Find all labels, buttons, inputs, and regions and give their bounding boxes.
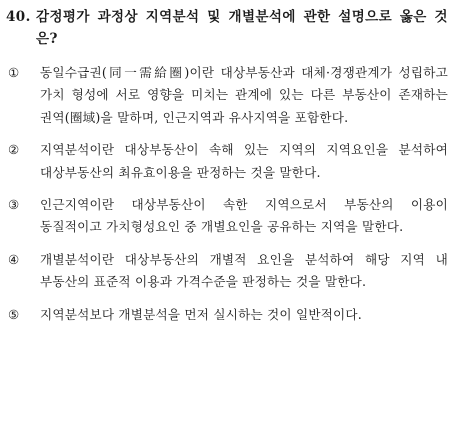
option-text: 지역분석보다 개별분석을 먼저 실시하는 것이 일반적이다. (40, 306, 362, 322)
question-stem-text: 감정평가 과정상 지역분석 및 개별분석에 관한 설명으로 옳은 것은? (36, 9, 448, 47)
answer-option-5[interactable] (6, 304, 448, 326)
question-number: 40. (6, 9, 31, 25)
option-text: 인근지역이란 대상부동산이 속한 지역으로서 부동산의 이용이 동질적이고 가치형성요인 중 개별요인을 공유하는 지역을 말한다. (40, 197, 448, 235)
option-text: 동일수급권(同一需給圈)이란 대상부동산과 대체·경쟁관계가 성립하고 가치 형성에 서로 영향을 미치는 관계에 있는 다른 부동산이 존재하는 권역(圈域)을 말하며, 인근지역과 유사지역을 포함한다. (40, 65, 448, 125)
option-marker: ④ (8, 251, 20, 267)
option-marker: ③ (8, 197, 20, 213)
answer-option-1[interactable] (6, 62, 448, 129)
answer-options (6, 62, 448, 326)
answer-option-2[interactable] (6, 139, 448, 184)
option-marker: ② (8, 142, 20, 158)
answer-option-4[interactable] (6, 249, 448, 294)
option-marker: ⑤ (8, 306, 20, 322)
question-stem (6, 6, 448, 50)
exam-question (6, 6, 448, 326)
answer-option-3[interactable] (6, 194, 448, 239)
option-text: 지역분석이란 대상부동산이 속해 있는 지역의 지역요인을 분석하여 대상부동산의 최유효이용을 판정하는 것을 말한다. (40, 142, 448, 180)
option-text: 개별분석이란 대상부동산의 개별적 요인을 분석하여 해당 지역 내 부동산의 표준적 이용과 가격수준을 판정하는 것을 말한다. (40, 251, 448, 290)
option-marker: ① (8, 65, 20, 80)
